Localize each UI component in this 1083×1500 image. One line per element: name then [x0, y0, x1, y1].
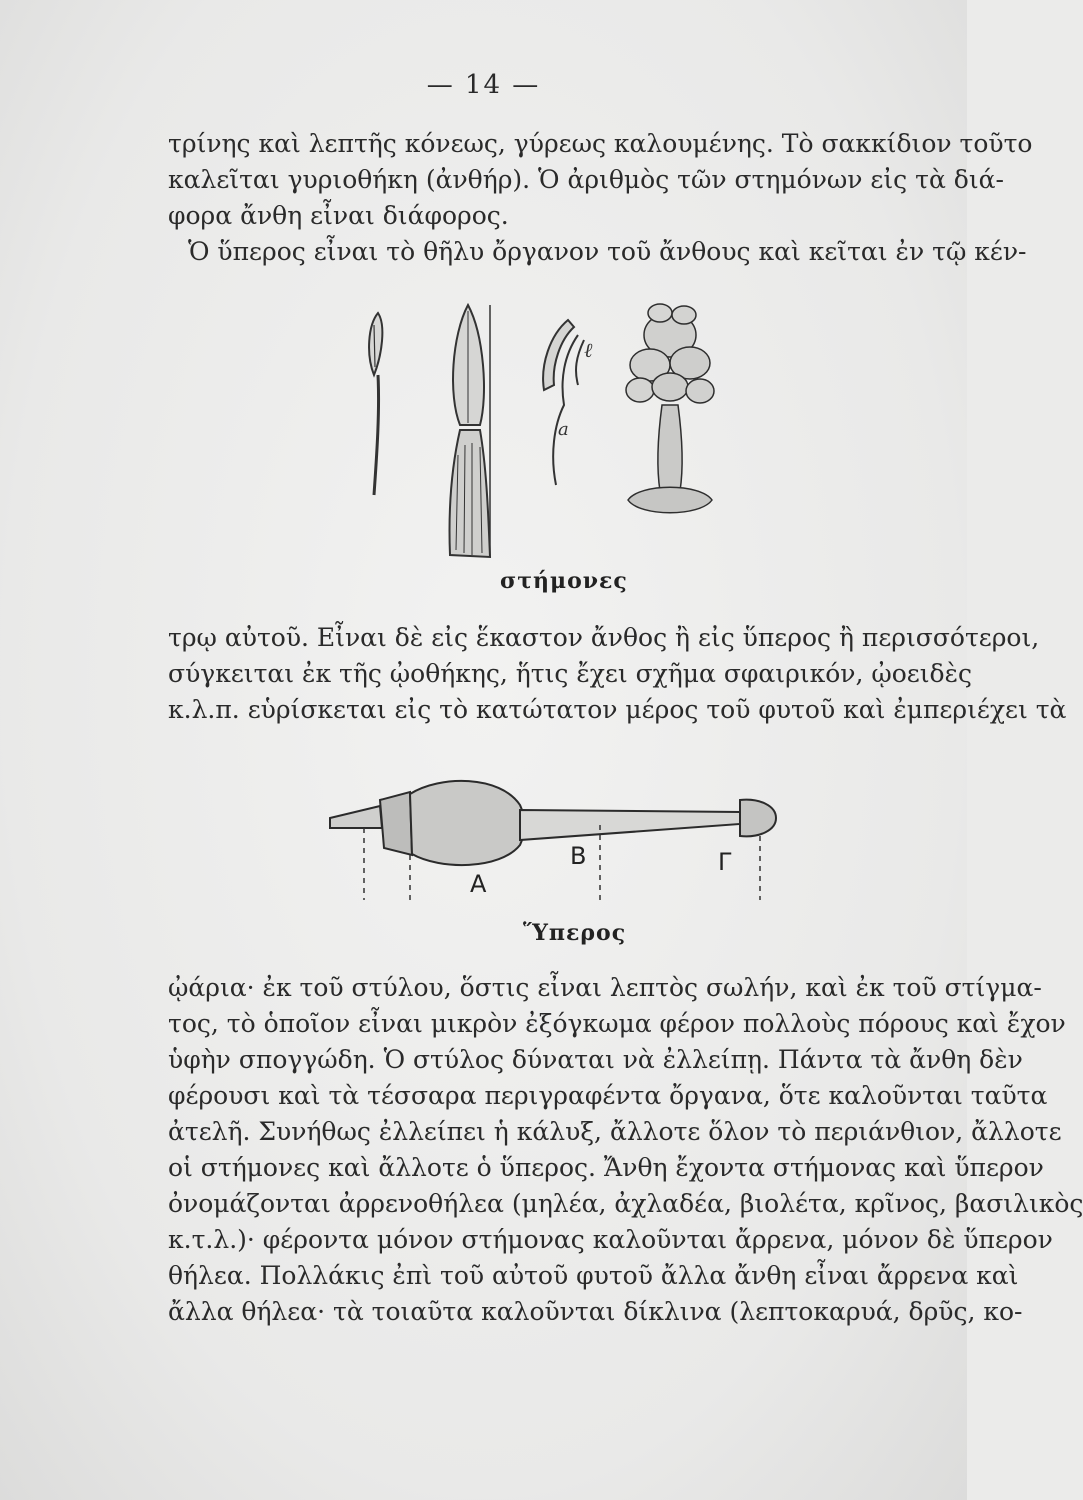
- paragraph-3: [168, 970, 1083, 1330]
- paragraph-2: [168, 620, 1067, 728]
- figure-letter-l: ℓ: [584, 338, 593, 362]
- stamen-filament-figure: [369, 313, 382, 495]
- text-line: φορα ἄνθη εἶναι διάφορος.: [168, 201, 509, 230]
- stamen-cluster-figure: [626, 304, 714, 513]
- stamen-lanceolate-figure: [449, 305, 490, 557]
- text-line: ὑφὴν σπογγώδη. Ὁ στύλος δύναται νὰ ἐλλείπῃ. Πάντα τὰ ἄνθη δὲν: [168, 1045, 1023, 1074]
- pistil-label-a: Α: [470, 870, 487, 898]
- stigma: [740, 800, 776, 837]
- pistil-label-c: Γ: [718, 848, 732, 876]
- stamens-illustration: [340, 295, 740, 585]
- text-line: κ.τ.λ.)· φέροντα μόνον στήμονας καλοῦνται ἄρρενα, μόνον δὲ ὕπερον: [168, 1225, 1053, 1254]
- pistil-base: [330, 806, 382, 828]
- text-line: τος, τὸ ὁποῖον εἶναι μικρὸν ἐξόγκωμα φέρον πολλοὺς πόρους καὶ ἔχον: [168, 1009, 1066, 1038]
- text-line: ὀνομάζονται ἀρρενοθήλεα (μηλέα, ἀχλαδέα, βιολέτα, κρῖνος, βασιλικὸς: [168, 1189, 1083, 1218]
- text-line: φέρουσι καὶ τὰ τέσσαρα περιγραφέντα ὄργανα, ὅτε καλοῦνται ταῦτα: [168, 1081, 1048, 1110]
- pistil-label-b: Β: [570, 842, 587, 870]
- text-line: σύγκειται ἐκ τῆς ᾠοθήκης, ἥτις ἔχει σχῆμα σφαιρικόν, ᾠοειδὲς: [168, 659, 973, 688]
- text-line: τρῳ αὐτοῦ. Εἶναι δὲ εἰς ἕκαστον ἄνθος ἢ εἰς ὕπερος ἢ περισσότεροι,: [168, 623, 1040, 652]
- pistil-illustration: [320, 770, 790, 910]
- figure2-caption: Ὕπερος: [523, 920, 627, 946]
- paragraph-1: [168, 126, 1033, 270]
- figure1-caption: στήμονες: [500, 568, 628, 594]
- text-line: ᾠάρια· ἐκ τοῦ στύλου, ὅστις εἶναι λεπτὸς σωλήν, καὶ ἐκ τοῦ στίγμα-: [168, 973, 1042, 1002]
- text-line: ἀτελῆ. Συνήθως ἐλλείπει ἡ κάλυξ, ἄλλοτε ὅλον τὸ περιάνθιον, ἄλλοτε: [168, 1117, 1062, 1146]
- style: [520, 810, 740, 840]
- text-line: θήλεα. Πολλάκις ἐπὶ τοῦ αὐτοῦ φυτοῦ ἄλλα ἄνθη εἶναι ἄρρενα καὶ: [168, 1261, 1019, 1290]
- text-line: ἄλλα θήλεα· τὰ τοιαῦτα καλοῦνται δίκλινα (λεπτοκαρυά, δρῦς, κο-: [168, 1297, 1023, 1326]
- text-line: κ.λ.π. εὑρίσκεται εἰς τὸ κατώτατον μέρος τοῦ φυτοῦ καὶ ἐμπεριέχει τὰ: [168, 695, 1067, 724]
- text-line: καλεῖται γυριοθήκη (ἀνθήρ). Ὁ ἀριθμὸς τῶν στημόνων εἰς τὰ διά-: [168, 165, 1004, 194]
- text-line: τρίνης καὶ λεπτῆς κόνεως, γύρεως καλουμένης. Τὸ σακκίδιον τοῦτο: [168, 129, 1033, 158]
- text-line: οἱ στήμονες καὶ ἄλλοτε ὁ ὕπερος. Ἄνθη ἔχοντα στήμονας καὶ ὕπερον: [168, 1153, 1044, 1182]
- ovary: [410, 781, 524, 865]
- stamen-curved-figure: [543, 320, 584, 485]
- text-line: Ὁ ὕπερος εἶναι τὸ θῆλυ ὄργανον τοῦ ἄνθους καὶ κεῖται ἐν τῷ κέν-: [188, 237, 1027, 266]
- figure-letter-a: a: [558, 419, 569, 440]
- page-number: — 14 —: [426, 70, 541, 100]
